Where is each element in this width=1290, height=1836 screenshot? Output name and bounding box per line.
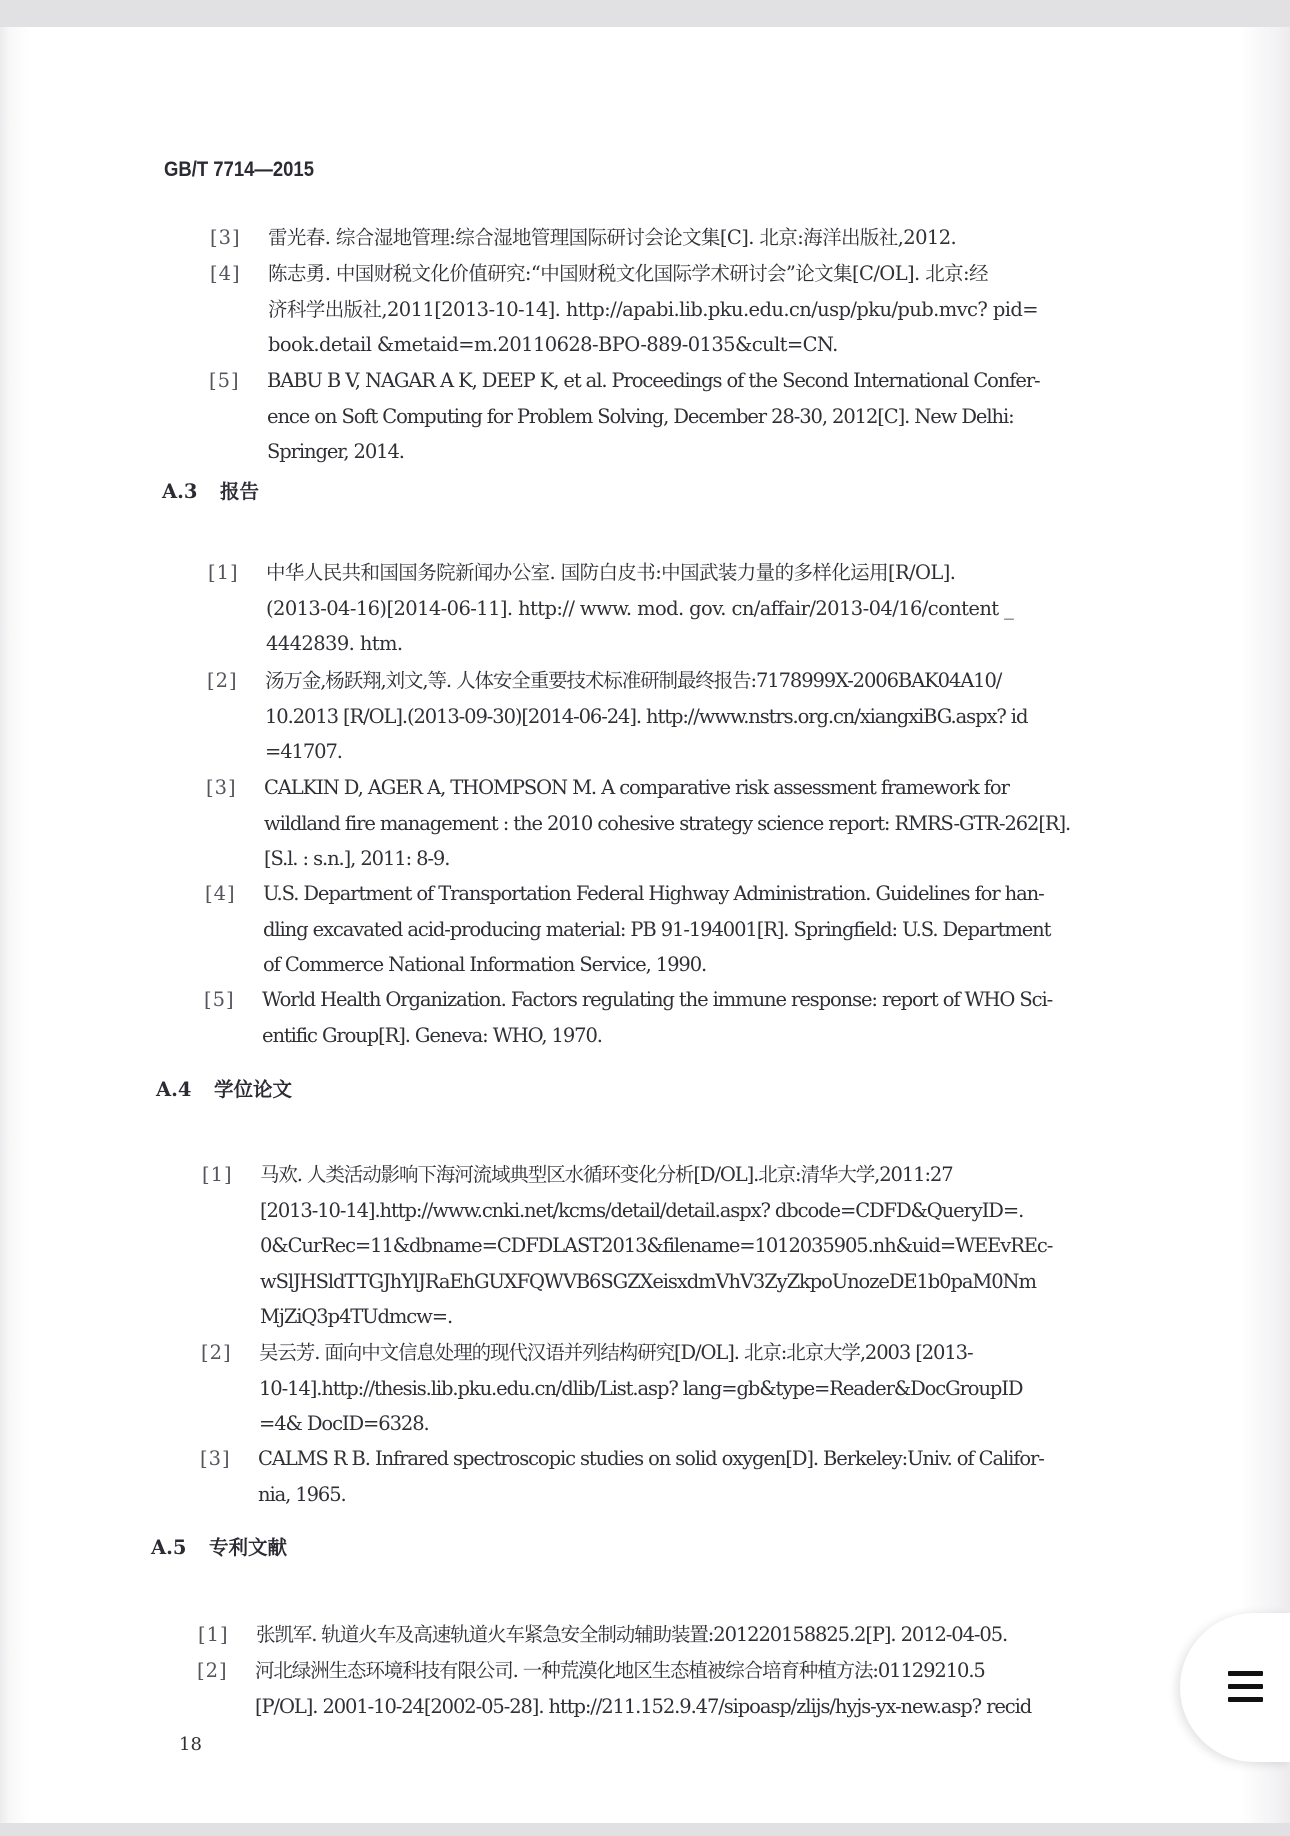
document-page xyxy=(0,27,1290,1823)
reference-line: World Health Organization. Factors regulating the immune response: report of WHO Sci- xyxy=(262,988,1053,1011)
reference-line: book.detail &metaid=m.20110628-BPO-889-0135&cult=CN. xyxy=(268,333,838,356)
reference-line: Springer, 2014. xyxy=(267,440,404,463)
section-number: A.3 xyxy=(162,480,198,503)
hamburger-menu-icon xyxy=(1228,1671,1263,1701)
section-heading xyxy=(151,1532,287,1560)
reference-label: [4] xyxy=(205,882,236,905)
reference-line: 河北绿洲生态环境科技有限公司. 一种荒漠化地区生态植被综合培育种植方法:01129210.5 xyxy=(255,1659,985,1682)
reference-line: 张凯军. 轨道火车及高速轨道火车紧急安全制动辅助装置:201220158825.2[P]. 2012-04-05. xyxy=(256,1623,1008,1646)
section-title: 专利文献 xyxy=(209,1536,288,1559)
reference-line: ence on Soft Computing for Problem Solving, December 28-30, 2012[C]. New Delhi: xyxy=(267,404,1014,428)
reference-label: [1] xyxy=(198,1623,229,1646)
reference-label: [1] xyxy=(208,561,239,584)
reference-line: BABU B V, NAGAR A K, DEEP K, et al. Proceedings of the Second International Confer- xyxy=(267,369,1040,392)
reference-line: 4442839. htm. xyxy=(266,632,403,655)
reference-label: [5] xyxy=(209,369,240,392)
reference-label: [2] xyxy=(197,1659,228,1682)
reference-line: CALKIN D, AGER A, THOMPSON M. A comparative risk assessment framework for xyxy=(264,776,1009,799)
reference-line: wSlJHSldTTGJhYlJRaEhGUXFQWVB6SGZXeisxdmVhV3ZyZkpoUnozeDE1b0paM0Nm xyxy=(260,1269,1036,1293)
reference-line: CALMS R B. Infrared spectroscopic studies on solid oxygen[D]. Berkeley:Univ. of Califor- xyxy=(258,1447,1044,1470)
reference-line: 中华人民共和国国务院新闻办公室. 国防白皮书:中国武装力量的多样化运用[R/OL]. xyxy=(266,561,956,584)
reference-line: 马欢. 人类活动影响下海河流域典型区水循环变化分析[D/OL].北京:清华大学,2011:27 xyxy=(260,1163,953,1186)
reference-label: [3] xyxy=(206,776,237,799)
section-number: A.5 xyxy=(151,1536,187,1559)
reference-line: nia, 1965. xyxy=(258,1482,346,1506)
reference-line: dling excavated acid-producing material: PB 91-194001[R]. Springfield: U.S. Department xyxy=(263,917,1051,941)
reference-label: [3] xyxy=(200,1447,231,1470)
reference-label: [1] xyxy=(202,1163,233,1186)
section-heading xyxy=(162,476,259,504)
reference-line: MjZiQ3p4TUdmcw=. xyxy=(260,1305,453,1328)
reference-line: U.S. Department of Transportation Federal Highway Administration. Guidelines for han- xyxy=(263,882,1044,905)
reference-label: [4] xyxy=(210,262,241,285)
reference-line: 雷光春. 综合湿地管理:综合湿地管理国际研讨会论文集[C]. 北京:海洋出版社,2012. xyxy=(268,226,957,249)
reference-line: (2013-04-16)[2014-06-11]. http:// www. mod. gov. cn/affair/2013-04/16/content _ xyxy=(266,596,1014,620)
reference-line: wildland fire management : the 2010 cohesive strategy science report: RMRS-GTR-262[R]. xyxy=(264,811,1071,835)
section-title: 报告 xyxy=(220,480,260,503)
reference-line: entific Group[R]. Geneva: WHO, 1970. xyxy=(262,1023,602,1047)
reference-line: 吴云芳. 面向中文信息处理的现代汉语并列结构研究[D/OL]. 北京:北京大学,2003 [2013- xyxy=(259,1341,973,1364)
reference-line: 0&CurRec=11&dbname=CDFDLAST2013&filename=1012035905.nh&uid=WEEvREc- xyxy=(260,1234,1053,1257)
reference-label: [2] xyxy=(201,1341,232,1364)
reference-line: =41707. xyxy=(265,740,342,763)
reference-line: 汤万金,杨跃翔,刘文,等. 人体安全重要技术标准研制最终报告:7178999X-2006BAK04A10/ xyxy=(265,669,1002,692)
reference-line: [S.l. : s.n.], 2011: 8-9. xyxy=(264,847,450,870)
reference-line: 济科学出版社,2011[2013-10-14]. http://apabi.lib.pku.edu.cn/usp/pku/pub.mvc? pid= xyxy=(268,297,1038,321)
reference-line: [P/OL]. 2001-10-24[2002-05-28]. http://211.152.9.47/sipoasp/zlijs/hyjs-yx-new.asp? recid xyxy=(255,1694,1032,1718)
page-number: 18 xyxy=(179,1734,202,1755)
reference-line: 陈志勇. 中国财税文化价值研究:“中国财税文化国际学术研讨会”论文集[C/OL]. 北京:经 xyxy=(268,262,988,285)
reference-line: of Commerce National Information Service, 1990. xyxy=(263,953,707,976)
section-number: A.4 xyxy=(156,1078,192,1101)
reference-line: 10.2013 [R/OL].(2013-09-30)[2014-06-24]. http://www.nstrs.org.cn/xiangxiBG.aspx? id xyxy=(265,704,1028,728)
section-heading xyxy=(156,1074,292,1102)
reference-label: [3] xyxy=(210,226,241,249)
reference-line: =4& DocID=6328. xyxy=(259,1412,429,1435)
reference-label: [5] xyxy=(204,988,235,1011)
reference-label: [2] xyxy=(207,669,238,692)
reference-line: 10-14].http://thesis.lib.pku.edu.cn/dlib/List.asp? lang=gb&type=Reader&DocGroupID xyxy=(259,1376,1023,1400)
reference-line: [2013-10-14].http://www.cnki.net/kcms/detail/detail.aspx? dbcode=CDFD&QueryID=. xyxy=(260,1198,1024,1222)
section-title: 学位论文 xyxy=(214,1078,293,1101)
standard-code-header: GB/T 7714—2015 xyxy=(164,158,314,181)
